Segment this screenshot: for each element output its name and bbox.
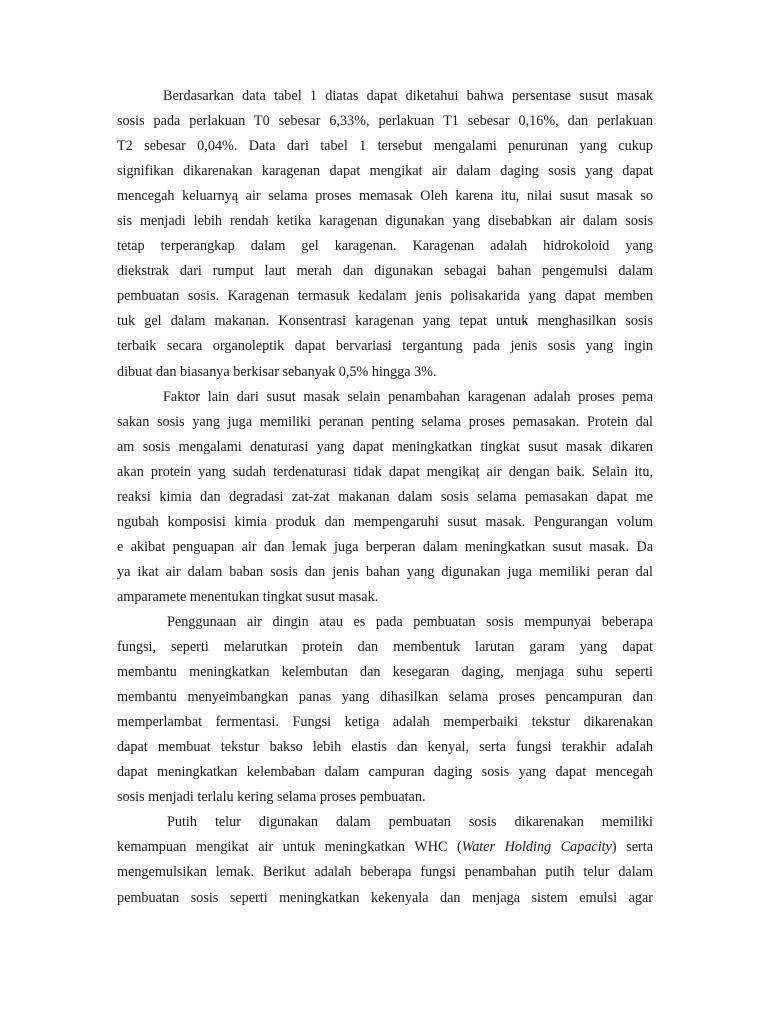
text-line: amparamete menentukan tingkat susut masak. bbox=[117, 588, 379, 605]
text-line: membantu menyeimbangkan panas yang dihasilkan selama proses pencampuran dan bbox=[117, 689, 653, 706]
document-body bbox=[117, 84, 653, 911]
text-line: am sosis mengalami denaturasi yang dapat meningkatkan tingkat susut masak dikaren bbox=[117, 438, 653, 455]
text-line: membantu meningkatkan kelembutan dan kesegaran daging, menjaga suhu seperti bbox=[117, 664, 653, 681]
text-line: pembuatan sosis seperti meningkatkan kekenyala dan menjaga sistem emulsi agar bbox=[117, 889, 653, 906]
text-line: pembuatan sosis. Karagenan termasuk kedalam jenis polisakarida yang dapat memben bbox=[117, 288, 653, 305]
paragraph-2 bbox=[117, 385, 653, 610]
text-line: sakan sosis yang juga memiliki peranan penting selama proses pemasakan. Protein dal bbox=[117, 413, 653, 430]
text-line: reaksi kimia dan degradasi zat-zat makanan dalam sosis selama pemasakan dapat me bbox=[117, 488, 653, 505]
text-line: Berdasarkan data tabel 1 diatas dapat diketahui bahwa persentase susut masak bbox=[163, 88, 653, 104]
italic-term: Water Holding Capacity bbox=[461, 839, 612, 856]
text-line: diekstrak dari rumput laut merah dan digunakan sebagai bahan pengemulsi dalam bbox=[117, 263, 653, 280]
text-run: ) serta bbox=[611, 839, 653, 856]
text-line: mengemulsikan lemak. Berikut adalah beberapa fungsi penambahan putih telur dalam bbox=[117, 864, 653, 881]
text-line: akan protein yang sudah terdenaturasi tidak dapat mengikaț air dengan baik. Selain itu, bbox=[117, 463, 653, 480]
text-line: fungsi, seperti melarutkan protein dan membentuk larutan garam yang dapat bbox=[117, 639, 653, 656]
text-line: sosis pada perlakuan T0 sebesar 6,33%, perlakuan T1 sebesar 0,16%, dan perlakuan bbox=[117, 113, 653, 130]
text-line: dibuat dan biasanya berkisar sebanyak 0,5% hingga 3%. bbox=[117, 363, 437, 380]
text-line: Putih telur digunakan dalam pembuatan sosis dikarenakan memiliki bbox=[167, 814, 653, 831]
text-line: dapat meningkatkan kelembaban dalam campuran daging sosis yang dapat mencegah bbox=[117, 764, 653, 781]
paragraph-3 bbox=[117, 610, 653, 810]
text-line: tuk gel dalam makanan. Konsentrasi karagenan yang tepat untuk menghasilkan sosis bbox=[117, 313, 653, 330]
text-line: sis menjadi lebih rendah ketika karagenan digunakan yang disebabkan air dalam sosis bbox=[117, 213, 653, 230]
text-line: e akibat penguapan air dan lemak juga berperan dalam meningkatkan susut masak. Da bbox=[117, 538, 653, 555]
text-line: tetap terperangkap dalam gel karagenan. Karagenan adalah hidrokoloid yang bbox=[117, 238, 653, 255]
text-line: memperlambat fermentasi. Fungsi ketiga adalah memperbaiki tekstur dikarenakan bbox=[117, 714, 653, 731]
text-line: sosis menjadi terlalu kering selama proses pembuatan. bbox=[117, 789, 426, 806]
paragraph-4 bbox=[117, 810, 653, 910]
text-line: ngubah komposisi kimia produk dan mempengaruhi susut masak. Pengurangan volum bbox=[117, 513, 653, 530]
text-run: kemampuan mengikat air untuk meningkatkan WHC ( bbox=[117, 839, 462, 856]
text-line: mencegah keluarnyą air selama proses memasak Oleh karena itu, nilai susut masak so bbox=[117, 188, 653, 205]
text-line: ya ikat air dalam baban sosis dan jenis bahan yang digunakan juga memiliki peran dal bbox=[117, 563, 653, 580]
text-line: signifikan dikarenakan karagenan dapat mengikat air dalam daging sosis yang dapat bbox=[117, 163, 653, 180]
text-line: Penggunaan air dingin atau es pada pembuatan sosis mempunyai beberapa bbox=[167, 613, 653, 630]
text-line: T2 sebesar 0,04%. Data dari tabel 1 tersebut mengalami penurunan yang cukup bbox=[117, 138, 653, 155]
text-line: dapat membuat tekstur bakso lebih elastis dan kenyal, serta fungsi terakhir adalah bbox=[117, 739, 653, 756]
paragraph-1 bbox=[117, 84, 653, 385]
text-line: terbaik secara organoleptik dapat bervariasi tergantung pada jenis sosis yang ingin bbox=[117, 338, 653, 355]
text-line-with-italic bbox=[117, 835, 653, 860]
text-line: Faktor lain dari susut masak selain penambahan karagenan adalah proses pema bbox=[163, 388, 653, 405]
